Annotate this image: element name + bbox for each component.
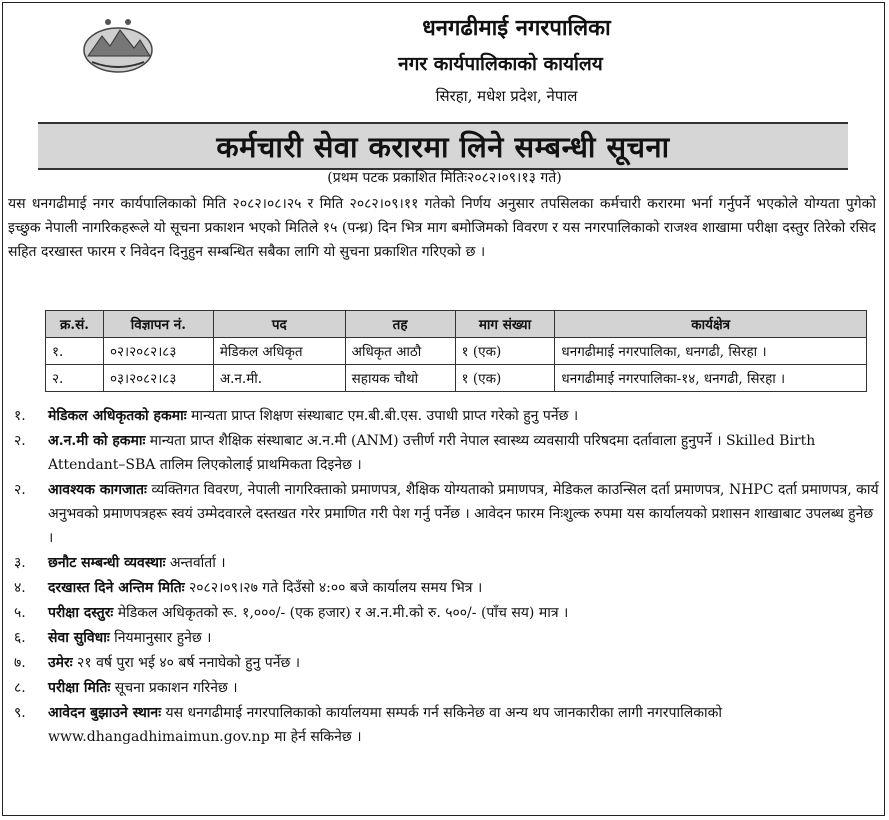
table-cell: अधिकृत आठौ <box>345 338 455 365</box>
notice-title: कर्मचारी सेवा करारमा लिने सम्बन्धी सूचना <box>216 130 670 164</box>
item-text: २०८२।०९।२७ गते दिउँसो ४:०० बजे कार्यालय समय भित्र । <box>184 580 483 596</box>
item-text: नियमानुसार हुनेछ । <box>109 630 212 646</box>
item-text: सूचना प्रकाशन गरिनेछ । <box>110 680 238 696</box>
list-item <box>8 676 880 700</box>
list-item <box>8 701 880 749</box>
list-item <box>8 576 880 600</box>
list-item <box>8 429 880 477</box>
item-label: सेवा सुविधाः <box>48 630 110 646</box>
item-number: ९. <box>14 705 26 721</box>
item-number: ३. <box>14 555 26 571</box>
list-item <box>8 601 880 625</box>
col-header: क्र.सं. <box>46 311 104 338</box>
table-cell: मेडिकल अधिकृत <box>213 338 345 365</box>
item-label: आवश्यक कागजातः <box>48 482 147 498</box>
col-header: विज्ञापन नं. <box>103 311 213 338</box>
col-header: माग संख्या <box>455 311 555 338</box>
table-cell: धनगढीमाई नगरपालिका-१४, धनगढी, सिरहा । <box>555 365 867 392</box>
col-header: पद <box>213 311 345 338</box>
item-text: २१ वर्ष पुरा भई ४० बर्ष ननाघेको हुनु पर्नेछ । <box>72 655 301 671</box>
item-text: यस धनगढीमाई नगरपालिकाको कार्यालयमा सम्पर्क गर्न सकिनेछ वा अन्य थप जानकारीका लागी नगरपालिकाको www.dhangadhimaimun.gov.np मा हेर्न सकिनेछ । <box>48 705 722 745</box>
table-cell: २. <box>46 365 104 392</box>
publish-date-line: (प्रथम पटक प्रकाशित मितिः२०८२।०९।१३ गते) <box>327 170 562 186</box>
item-text: मान्यता प्राप्त शिक्षण संस्थाबाट एम.बी.बी.एस. उपाधी प्राप्त गरेको हुनु पर्नेछ । <box>186 408 579 424</box>
table-cell: १. <box>46 338 104 365</box>
table-cell: धनगढीमाई नगरपालिका, धनगढी, सिरहा । <box>555 338 867 365</box>
item-label: मेडिकल अधिकृतको हकमाः <box>48 408 187 424</box>
table-header-row <box>46 311 867 338</box>
col-header: तह <box>345 311 455 338</box>
notice-title-bar <box>38 122 848 170</box>
item-label: परीक्षा मितिः <box>48 680 111 696</box>
item-label: अ.न.मी को हकमाः <box>48 433 146 449</box>
table-cell: १ (एक) <box>455 338 555 365</box>
item-number: ४. <box>14 580 26 596</box>
intro-paragraph: यस धनगढीमाई नगर कार्यपालिकाको मिति २०८२।०८।२५ र मिति २०८२।०९।११ गतेको निर्णय अनुसार तपसिलका कर्मचारी करारमा भर्ना गर्नुपर्ने भएकोले योग्यता पुगेको इच्छुक नेपाली नागरिकहरूले यो सूचना प्रकाशन भएको मितिले १५ (पन्ध्र) दिन भित्र माग बमोजिमको विवरण र यस नगरपालिकाको राजश्व शाखामा परीक्षा दस्तुर तिरेको रसिद सहित दरखास्त फारम र निवेदन दिनुहुन सम्बन्धित सबैका लागि यो सुचना प्रकाशित गरिएको छ । <box>8 196 876 260</box>
list-item <box>8 478 880 550</box>
item-number: २. <box>14 482 26 498</box>
vacancy-table <box>45 310 867 392</box>
item-label: छनौट सम्बन्धी व्यवस्थाः <box>48 555 166 571</box>
office-name: नगर कार्यपालिकाको कार्यालय <box>398 53 603 75</box>
table-row <box>46 365 867 392</box>
item-label: दरखास्त दिने अन्तिम मितिः <box>48 580 185 596</box>
list-item <box>8 651 880 675</box>
item-text: मान्यता प्राप्त शैक्षिक संस्थाबाट अ.न.मी (ANM) उत्तीर्ण गरी नेपाल स्वास्थ्य व्यवसायी परिषदमा दर्तावाला हुनुपर्ने । Skilled Birth Attendant–SBA तालिम लिएकोलाई प्राथमिकता दिइनेछ । <box>48 433 816 473</box>
table-cell: ०२।२०८२।८३ <box>103 338 213 365</box>
table-cell: ०३।२०८२।८३ <box>103 365 213 392</box>
notice-header <box>0 4 889 116</box>
item-text: व्यक्तिगत विवरण, नेपाली नागरिक्ताको प्रमाणपत्र, शैक्षिक योग्यताको प्रमाणपत्र, मेडिकल काउन्सिल दर्ता प्रमाणपत्र, NHPC दर्ता प्रमाणपत्र, कार्य अनुभवको प्रमाणपत्रहरू स्वयं उम्मेदवारले दस्तखत गरेर प्रमाणित गरी पेश गर्नु पर्नेछ । आवेदन फारम निःशुल्क रुपमा यस कार्यालयको प्रशासन शाखाबाट उपलब्ध हुनेछ । <box>48 482 879 546</box>
item-text: मेडिकल अधिकृतको रू. १,०००/- (एक हजार) र अ.न.मी.को रु. ५००/- (पाँच सय) मात्र । <box>113 605 569 621</box>
item-label: परीक्षा दस्तुरः <box>48 605 114 621</box>
list-item <box>8 551 880 575</box>
item-text: अन्तर्वार्ता । <box>165 555 226 571</box>
item-number: ८. <box>14 680 26 696</box>
item-number: ७. <box>14 655 26 671</box>
table-cell: सहायक चौथो <box>345 365 455 392</box>
list-item <box>8 404 880 428</box>
item-label: आवेदन बुझाउने स्थानः <box>48 705 162 721</box>
col-header: कार्यक्षेत्र <box>555 311 867 338</box>
conditions-list <box>8 404 880 750</box>
item-number: ५. <box>14 605 26 621</box>
item-label: उमेरः <box>48 655 73 671</box>
table-row <box>46 338 867 365</box>
table-cell: १ (एक) <box>455 365 555 392</box>
office-address: सिरहा, मधेश प्रदेश, नेपाल <box>435 87 578 105</box>
item-number: ६. <box>14 630 26 646</box>
item-number: १. <box>14 408 26 424</box>
list-item <box>8 626 880 650</box>
item-number: २. <box>14 433 26 449</box>
table-cell: अ.न.मी. <box>213 365 345 392</box>
org-name: धनगढीमाई नगरपालिका <box>422 15 611 41</box>
